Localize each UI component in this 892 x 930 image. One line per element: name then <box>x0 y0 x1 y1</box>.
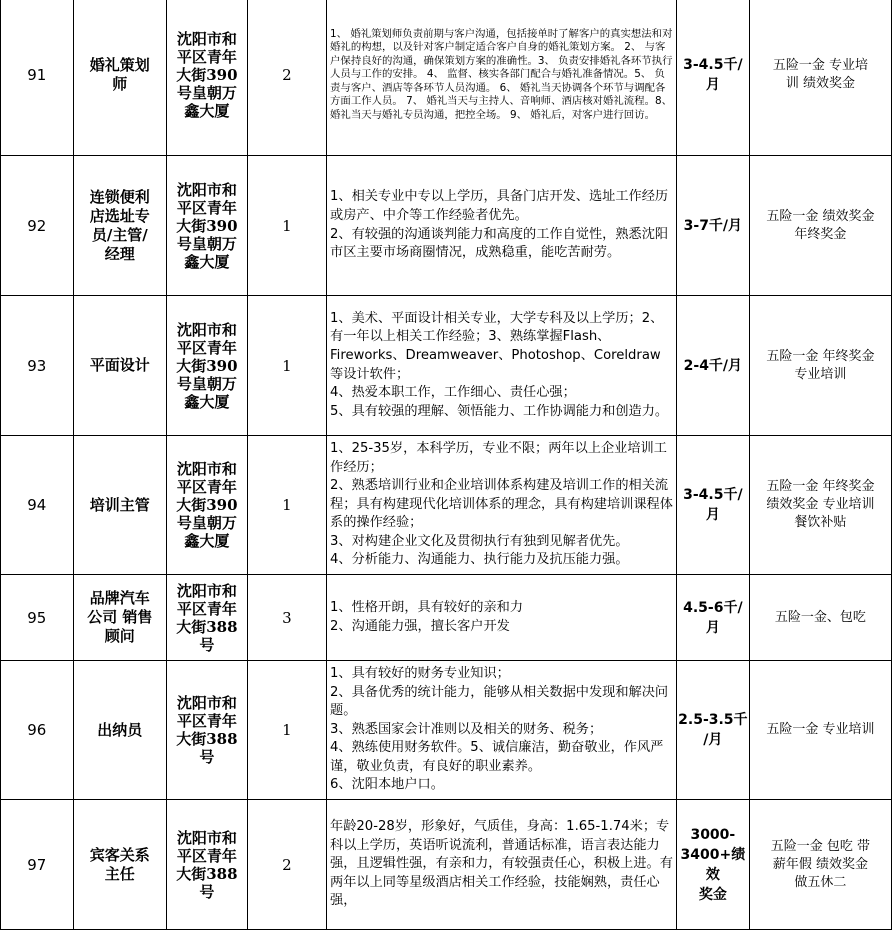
cell-text-line: 店选址专 <box>89 206 150 225</box>
cell-text-line: 鑫大厦 <box>184 252 230 271</box>
table-row <box>1 800 892 930</box>
job-title-cell <box>73 436 166 575</box>
cell-text-line: 五险一金 年终奖金 <box>766 348 875 364</box>
salary-cell <box>676 0 749 156</box>
cell-text-line: 平面设计 <box>89 356 150 374</box>
table-row <box>1 0 892 156</box>
cell-text-line: 绩效奖金 专业培训 <box>766 497 875 512</box>
headcount-cell: 1 <box>247 296 326 436</box>
table-row <box>1 436 892 575</box>
cell-text-line: 3-4.5千/ <box>683 487 743 503</box>
cell-text-line: 3-4.5千/ <box>683 57 743 73</box>
cell-text-line: 2、有较强的沟通谈判能力和高度的工作自觉性，熟悉沈阳市区主要市场商圈情况，成熟稳重，能吃苦耐劳。 <box>330 226 669 261</box>
headcount-cell: 1 <box>247 156 326 296</box>
row-number-cell: 92 <box>1 156 74 296</box>
benefits-cell <box>749 0 891 156</box>
cell-text-line: 1、美术、平面设计相关专业，大学专科及以上学历；2、有一年以上相关工作经验；3、熟练掌握Flash、Fireworks、Dreamweaver、Photoshop、Coreldraw等设计软件； <box>330 310 664 382</box>
cell-text-line: 做五休二 <box>794 874 847 890</box>
table-row <box>1 156 892 296</box>
job-title-cell <box>73 661 166 800</box>
cell-text-line: 沈阳市和 <box>176 460 237 478</box>
benefits-cell <box>749 800 891 930</box>
job-requirements-cell <box>327 800 677 930</box>
cell-text-line: 1、 婚礼策划师负责前期与客户沟通，包括接单时了解客户的真实想法和对婚礼的构想，以及针对客户制定适合客户自身的婚礼策划方案。 2、 与客户保持良好的沟通，确保策划方案的准确性。3、 负责安排婚礼各环节执行人员与工作的安排。 4、 监督、核实各部门配合与婚礼准备情况。5、 负责与客户、酒店等各环节人员沟通。 6、 婚礼当天协调各个环节与调配各方面工作人员。 7、 婚礼当天与主持人、音响师、酒店核对婚礼流程。8、 婚礼当天与婚礼专员沟通，把控全场。 9、 婚礼后，对客户进行回访。 <box>330 28 673 121</box>
cell-text-line: 员/主管/ <box>91 225 148 244</box>
headcount-cell: 2 <box>247 0 326 156</box>
cell-text-line: 3-7千/月 <box>683 217 743 234</box>
cell-text-line: 平区青年 <box>176 478 237 496</box>
cell-text-line: 2-4千/月 <box>683 357 743 374</box>
cell-text-line: 2.5-3.5千 <box>678 712 748 728</box>
cell-text-line: 大街388 <box>176 864 238 883</box>
cell-text-line: 1、性格开朗，具有较好的亲和力 <box>330 599 524 615</box>
cell-text-line: 公司 销售 <box>87 608 153 626</box>
work-address-cell <box>166 436 247 575</box>
benefits-cell <box>749 575 891 661</box>
cell-text-line: 3000- <box>690 826 736 843</box>
cell-text-line: 4、热爱本职工作，工作细心、责任心强； <box>330 385 576 401</box>
salary-cell <box>676 156 749 296</box>
cell-text-line: 五险一金 专业培训 <box>766 722 875 737</box>
cell-text-line: 4.5-6千/ <box>683 599 743 616</box>
cell-text-line: 6、沈阳本地户口。 <box>330 777 444 793</box>
cell-text-line: 宾客关系 <box>89 845 150 864</box>
benefits-cell <box>749 156 891 296</box>
cell-text-line: 婚礼策划 <box>89 56 150 74</box>
cell-text-line: 3、熟悉国家会计准则以及相关的财务、税务； <box>330 721 603 737</box>
cell-text-line: 1、相关专业中专以上学历，具备门店开发、选址工作经历或房产、中介等工作经验者优先。 <box>330 189 669 223</box>
cell-text-line: 2、具备优秀的统计能力，能够从相关数据中发现和解决问题。 <box>330 684 669 719</box>
cell-text-line: 1、具有较好的财务专业知识； <box>330 665 510 681</box>
cell-text-line: 鑫大厦 <box>184 392 230 411</box>
cell-text-line: 餐饮补贴 <box>794 515 847 530</box>
cell-text-line: 平区青年 <box>176 338 237 357</box>
cell-text-line: 沈阳市和 <box>176 694 237 712</box>
cell-text-line: 年终奖金 <box>794 226 847 242</box>
job-requirements-cell <box>327 0 677 156</box>
cell-text-line: 2、熟悉培训行业和企业培训体系构建及培训工作的相关流程；具有构建现代化培训体系的理念，具有构建培训课程体系的操作经验； <box>330 478 673 531</box>
cell-text-line: 经理 <box>104 244 135 263</box>
cell-text-line: 2、沟通能力强，擅长客户开发 <box>330 618 510 634</box>
cell-text-line: 平区青年 <box>176 712 237 730</box>
cell-text-line: 五险一金 绩效奖金 <box>766 208 875 224</box>
cell-text-line: 号 <box>199 882 215 901</box>
cell-text-line: 品牌汽车 <box>89 589 150 607</box>
table-row <box>1 296 892 436</box>
cell-text-line: 3400+绩效 <box>680 846 746 883</box>
cell-text-line: 月 <box>705 77 720 93</box>
cell-text-line: 沈阳市和 <box>176 320 237 339</box>
cell-text-line: 号 <box>199 635 215 654</box>
table-row <box>1 661 892 800</box>
cell-text-line: 五险一金 专业培 <box>772 58 868 73</box>
job-title-cell <box>73 296 166 436</box>
cell-text-line: 五险一金 年终奖金 <box>766 479 875 494</box>
cell-text-line: 平区青年 <box>176 846 237 865</box>
cell-text-line: 奖金 <box>698 886 727 903</box>
job-title-cell <box>73 575 166 661</box>
cell-text-line: 月 <box>705 507 720 523</box>
cell-text-line: 鑫大厦 <box>184 532 230 550</box>
job-requirements-cell <box>327 661 677 800</box>
cell-text-line: 号皇朝万 <box>176 514 237 532</box>
cell-text-line: 沈阳市和 <box>176 180 237 199</box>
cell-text-line: 沈阳市和 <box>176 581 237 600</box>
headcount-cell: 1 <box>247 436 326 575</box>
row-number-cell: 93 <box>1 296 74 436</box>
cell-text-line: 沈阳市和 <box>176 30 237 48</box>
work-address-cell <box>166 296 247 436</box>
cell-text-line: /月 <box>703 732 723 748</box>
benefits-cell <box>749 661 891 800</box>
cell-text-line: 培训主管 <box>89 495 150 514</box>
salary-cell <box>676 800 749 930</box>
cell-text-line: 平区青年 <box>176 198 237 217</box>
row-number-cell: 95 <box>1 575 74 661</box>
cell-text-line: 号皇朝万 <box>176 374 237 393</box>
cell-text-line: 号皇朝万 <box>176 234 237 253</box>
work-address-cell <box>166 800 247 930</box>
job-title-cell <box>73 0 166 156</box>
cell-text-line: 顾问 <box>104 627 135 645</box>
work-address-cell <box>166 156 247 296</box>
job-requirements-cell <box>327 436 677 575</box>
cell-text-line: 训 绩效奖金 <box>785 76 855 91</box>
cell-text-line: 1、25-35岁，本科学历，专业不限；两年以上企业培训工作经历； <box>330 440 667 475</box>
cell-text-line: 大街388 <box>176 730 238 748</box>
cell-text-line: 薪年假 绩效奖金 <box>772 856 868 872</box>
job-requirements-cell <box>327 296 677 436</box>
job-title-cell <box>73 156 166 296</box>
row-number-cell: 97 <box>1 800 74 930</box>
cell-text-line: 五险一金、包吃 <box>774 609 866 625</box>
cell-text-line: 平区青年 <box>176 48 237 66</box>
cell-text-line: 大街390 <box>176 356 238 375</box>
row-number-cell: 94 <box>1 436 74 575</box>
row-number-cell: 96 <box>1 661 74 800</box>
cell-text-line: 4、分析能力、沟通能力、执行能力及抗压能力强。 <box>330 552 629 568</box>
cell-text-line: 号 <box>199 748 215 766</box>
work-address-cell <box>166 661 247 800</box>
benefits-cell <box>749 296 891 436</box>
cell-text-line: 大街390 <box>176 66 238 84</box>
cell-text-line: 专业培训 <box>794 366 847 382</box>
cell-text-line: 月 <box>705 619 720 636</box>
row-number-cell: 91 <box>1 0 74 156</box>
salary-cell <box>676 296 749 436</box>
cell-text-line: 连锁便利 <box>89 187 150 206</box>
cell-text-line: 出纳员 <box>97 720 143 739</box>
cell-text-line: 大街390 <box>176 216 238 235</box>
salary-cell <box>676 661 749 800</box>
cell-text-line: 大街388 <box>176 617 238 636</box>
cell-text-line: 年龄20-28岁，形象好，气质佳，身高：1.65-1.74米；专科以上学历，英语听说流利，普通话标准，语言表达能力强，且逻辑性强，有亲和力，有较强责任心，积极上进。有两年以上同等星级酒店相关工作经验，技能娴熟，责任心强， <box>330 819 673 909</box>
cell-text-line: 平区青年 <box>176 599 237 618</box>
job-requirements-cell <box>327 575 677 661</box>
cell-text-line: 主任 <box>104 864 135 883</box>
benefits-cell <box>749 436 891 575</box>
salary-cell <box>676 575 749 661</box>
cell-text-line: 沈阳市和 <box>176 828 237 847</box>
cell-text-line: 5、具有较强的理解、领悟能力、工作协调能力和创造力。 <box>330 403 669 419</box>
work-address-cell <box>166 0 247 156</box>
headcount-cell: 1 <box>247 661 326 800</box>
cell-text-line: 4、熟练使用财务软件。5、诚信廉洁，勤奋敬业，作风严谨，敬业负责，有良好的职业素养。 <box>330 740 664 774</box>
job-title-cell <box>73 800 166 930</box>
job-requirements-cell <box>327 156 677 296</box>
salary-cell <box>676 436 749 575</box>
work-address-cell <box>166 575 247 661</box>
cell-text-line: 五险一金 包吃 带 <box>770 838 871 854</box>
table-row <box>1 575 892 661</box>
headcount-cell: 2 <box>247 800 326 930</box>
cell-text-line: 号皇朝万 <box>176 84 237 102</box>
cell-text-line: 3、对构建企业文化及贯彻执行有独到见解者优先。 <box>330 533 629 549</box>
cell-text-line: 鑫大厦 <box>184 102 230 120</box>
cell-text-line: 师 <box>112 75 128 93</box>
cell-text-line: 大街390 <box>176 496 238 514</box>
headcount-cell: 3 <box>247 575 326 661</box>
